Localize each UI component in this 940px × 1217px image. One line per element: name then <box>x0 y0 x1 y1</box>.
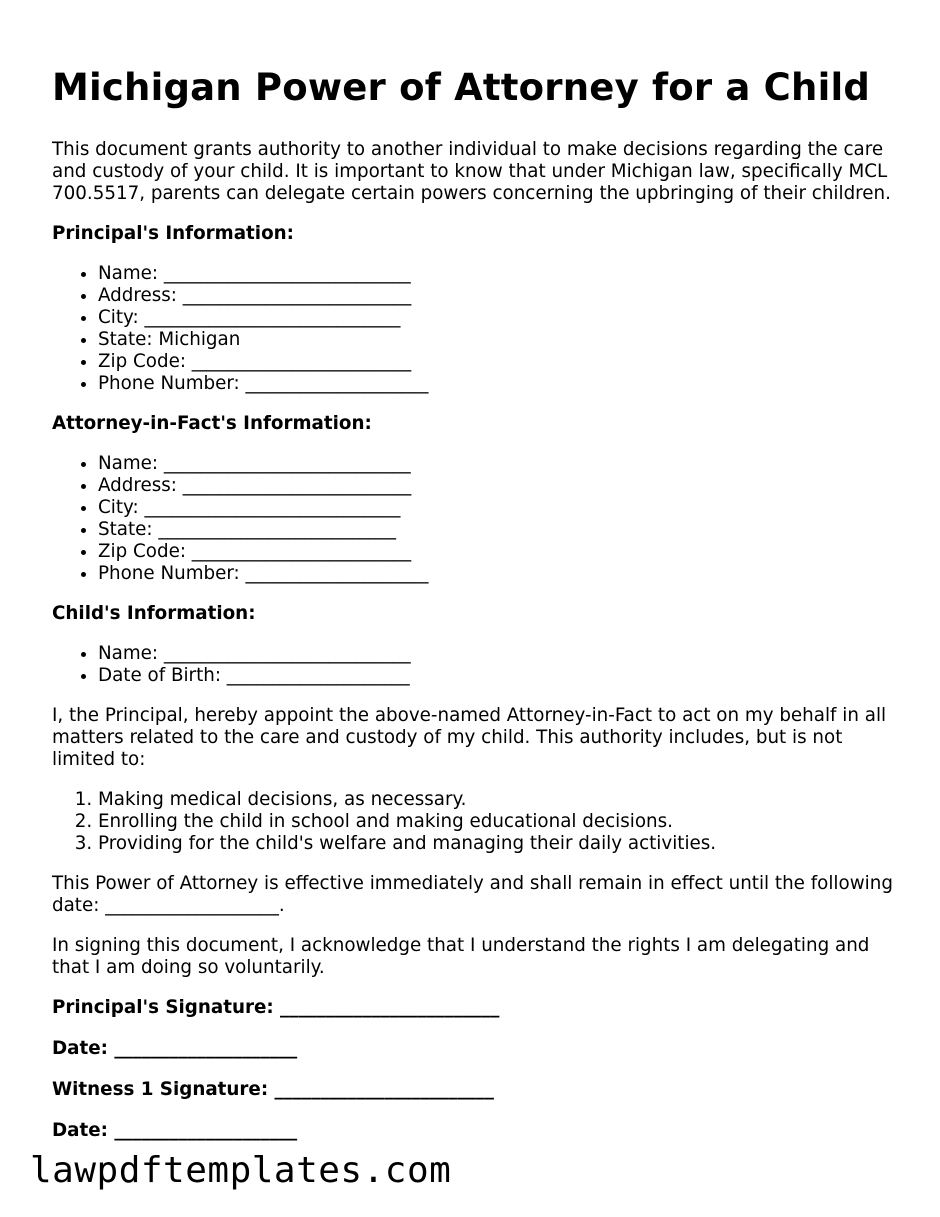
principal-heading: Principal's Information: <box>52 223 294 244</box>
attorney-fields-list <box>52 453 898 585</box>
principal-phone-field: • Phone Number: ____________________ <box>98 373 898 395</box>
child-fields-list <box>52 643 898 687</box>
witness1-signature-line: Witness 1 Signature: ________________________ <box>52 1079 494 1100</box>
page-title: Michigan Power of Attorney for a Child <box>52 66 871 109</box>
principal-signature-line: Principal's Signature: ________________________ <box>52 997 500 1018</box>
principal-city-field: • City: ____________________________ <box>98 307 898 329</box>
principal-date-line: Date: ____________________ <box>52 1038 298 1059</box>
attorney-address-field: • Address: _________________________ <box>98 475 898 497</box>
child-dob-field: • Date of Birth: ____________________ <box>98 665 898 687</box>
watermark: lawpdftemplates.com <box>30 1150 452 1191</box>
child-name-field: • Name: ___________________________ <box>98 643 898 665</box>
attorney-zip-field: • Zip Code: ________________________ <box>98 541 898 563</box>
principal-fields-list <box>52 263 898 395</box>
principal-state-field: • State: Michigan <box>98 329 898 351</box>
appointment-paragraph: I, the Principal, hereby appoint the above-named Attorney-in-Fact to act on my behalf in all matters related to the care and custody of my child. This authority includes, but is not limited to: <box>52 705 887 770</box>
powers-list <box>52 789 898 855</box>
child-heading: Child's Information: <box>52 603 256 624</box>
principal-name-field: • Name: ___________________________ <box>98 263 898 285</box>
principal-address-field: • Address: _________________________ <box>98 285 898 307</box>
power-item-welfare: 3. Providing for the child's welfare and managing their daily activities. <box>98 833 898 855</box>
document-page <box>52 64 898 1161</box>
intro-paragraph: This document grants authority to another individual to make decisions regarding the care and custody of your child. It is important to know that under Michigan law, specifically MCL 700.5517, parents can delegate certain powers concerning the upbringing of their children. <box>52 139 891 204</box>
attorney-name-field: • Name: ___________________________ <box>98 453 898 475</box>
attorney-phone-field: • Phone Number: ____________________ <box>98 563 898 585</box>
attorney-state-field: • State: __________________________ <box>98 519 898 541</box>
principal-zip-field: • Zip Code: ________________________ <box>98 351 898 373</box>
witness1-date-line: Date: ____________________ <box>52 1120 298 1141</box>
effective-paragraph: This Power of Attorney is effective immediately and shall remain in effect until the following date: ___________________. <box>52 873 893 916</box>
attorney-heading: Attorney-in-Fact's Information: <box>52 413 372 434</box>
attorney-city-field: • City: ____________________________ <box>98 497 898 519</box>
acknowledge-paragraph: In signing this document, I acknowledge that I understand the rights I am delegating and that I am doing so voluntarily. <box>52 935 870 978</box>
power-item-medical: 1. Making medical decisions, as necessary. <box>98 789 898 811</box>
power-item-education: 2. Enrolling the child in school and making educational decisions. <box>98 811 898 833</box>
